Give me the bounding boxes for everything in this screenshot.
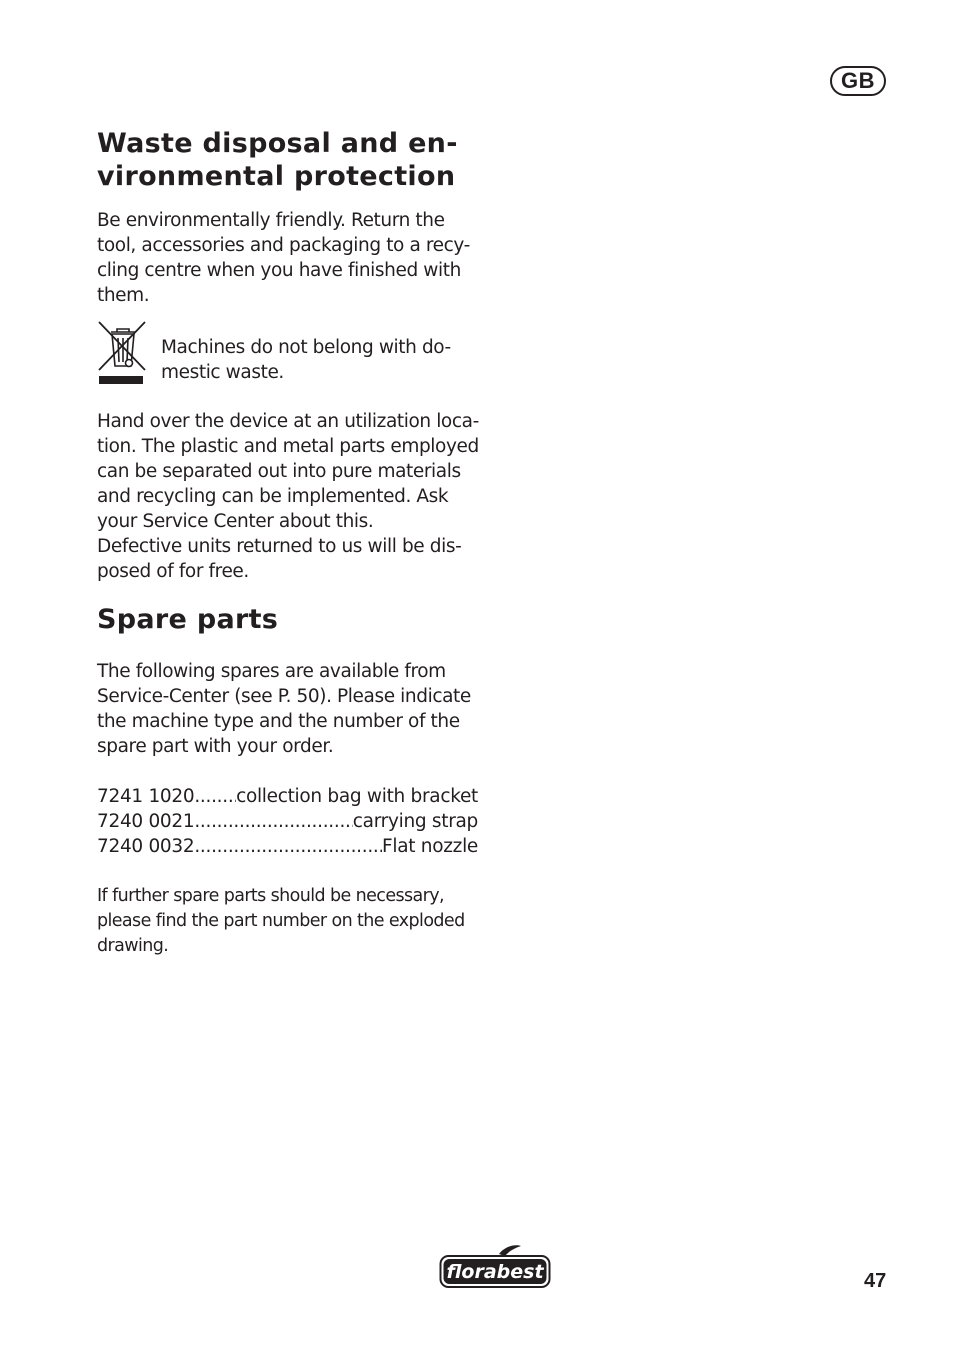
text-line: Service-Center (see P. 50). Please indicate	[97, 686, 471, 707]
text-line: Machines do not belong with do-	[161, 337, 451, 358]
text-line: mestic waste.	[161, 362, 284, 383]
part-number: 7241 1020	[97, 786, 195, 807]
waste-section-title	[97, 127, 487, 193]
weee-note	[97, 320, 487, 390]
waste-title-line-2: vironmental protection	[97, 161, 456, 192]
text-line: can be separated out into pure materials	[97, 461, 461, 482]
spare-parts-heading: Spare parts	[97, 604, 279, 635]
leader-dots	[194, 784, 236, 809]
part-description: Flat nozzle	[382, 836, 478, 857]
list-item	[97, 834, 478, 859]
waste-title-line-1: Waste disposal and en-	[97, 128, 458, 159]
text-line: drawing.	[97, 936, 169, 956]
logo-text: florabest	[446, 1261, 544, 1283]
waste-intro-paragraph	[97, 208, 487, 308]
text-line: them.	[97, 285, 150, 306]
page-number: 47	[864, 1270, 887, 1292]
spare-parts-title	[97, 603, 487, 636]
text-line: spare part with your order.	[97, 736, 334, 757]
text-line: cling centre when you have finished with	[97, 260, 461, 281]
text-line: tion. The plastic and metal parts employed	[97, 436, 479, 457]
text-line: tool, accessories and packaging to a recy-	[97, 235, 470, 256]
spare-parts-intro	[97, 659, 487, 759]
crossed-out-wheelie-bin-icon	[97, 320, 147, 386]
text-line: please find the part number on the exploded	[97, 911, 465, 931]
text-line: Be environmentally friendly. Return the	[97, 210, 445, 231]
handover-paragraph	[97, 409, 487, 584]
part-number: 7240 0021	[97, 811, 195, 832]
text-line: Hand over the device at an utilization loca-	[97, 411, 479, 432]
leader-dots	[194, 809, 352, 834]
part-number: 7240 0032	[97, 836, 195, 857]
language-badge: GB	[830, 66, 886, 96]
text-line: Defective units returned to us will be dis-	[97, 536, 462, 557]
text-line: the machine type and the number of the	[97, 711, 460, 732]
list-item	[97, 784, 478, 809]
text-line: If further spare parts should be necessary,	[97, 886, 444, 906]
text-line: and recycling can be implemented. Ask	[97, 486, 449, 507]
leader-dots	[194, 834, 382, 859]
text-line: posed of for free.	[97, 561, 249, 582]
part-description: collection bag with bracket	[236, 786, 478, 807]
text-line: The following spares are available from	[97, 661, 446, 682]
spare-parts-footnote	[97, 884, 487, 959]
list-item	[97, 809, 478, 834]
part-description: carrying strap	[352, 811, 478, 832]
spare-parts-list	[97, 784, 487, 859]
florabest-logo	[439, 1244, 551, 1290]
text-line: your Service Center about this.	[97, 511, 374, 532]
